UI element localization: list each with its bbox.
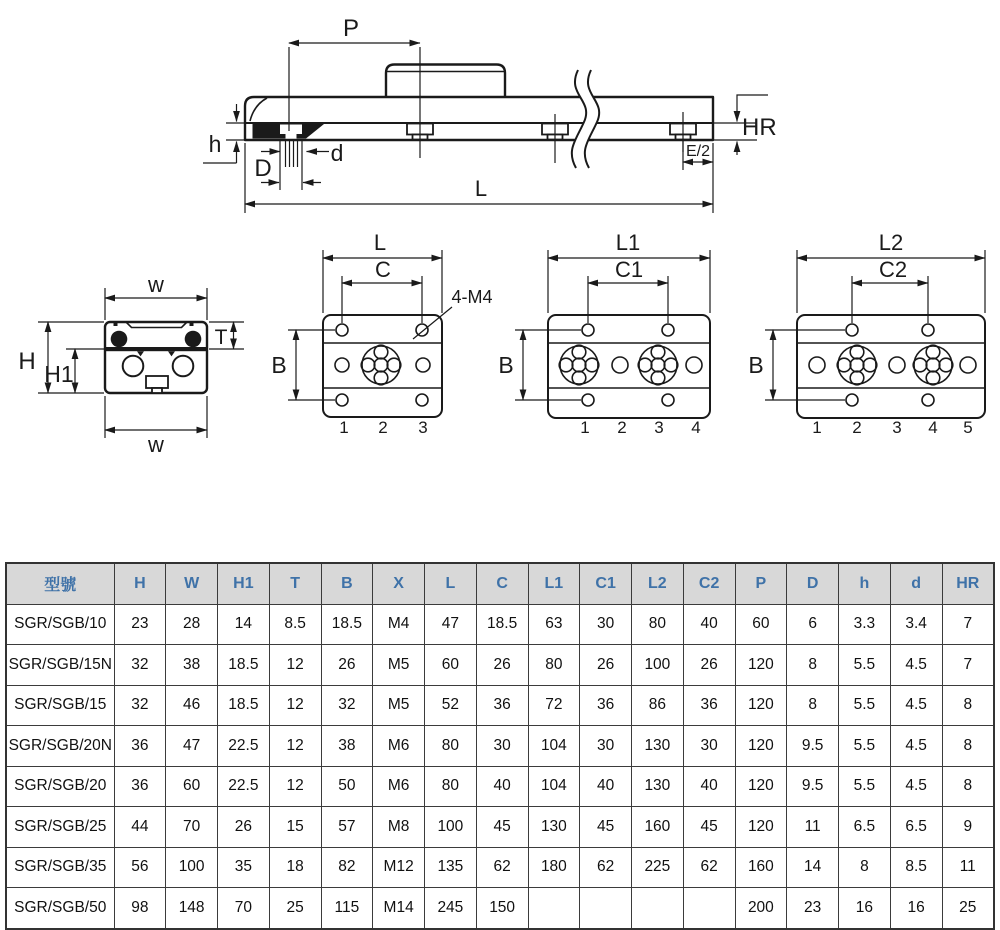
- value-cell: 9.5: [787, 766, 839, 807]
- position-number: 2: [617, 418, 627, 437]
- value-cell: 30: [580, 604, 632, 645]
- value-cell: 40: [683, 604, 735, 645]
- header-C1: C1: [580, 563, 632, 604]
- value-cell: M6: [373, 766, 425, 807]
- roller: [173, 356, 194, 377]
- value-cell: 180: [528, 847, 580, 888]
- value-cell: 5.5: [839, 645, 891, 686]
- dim-label-D: D: [254, 155, 272, 182]
- model-cell: SGR/SGB/20: [6, 766, 114, 807]
- value-cell: 26: [580, 645, 632, 686]
- value-cell: 32: [321, 685, 373, 726]
- value-cell: 120: [735, 807, 787, 848]
- value-cell: 7: [942, 604, 994, 645]
- value-cell: 56: [114, 847, 166, 888]
- value-cell: 5.5: [839, 726, 891, 767]
- side-hole: [335, 358, 349, 372]
- value-cell: 160: [632, 807, 684, 848]
- header-T: T: [269, 563, 321, 604]
- value-cell: 82: [321, 847, 373, 888]
- table-row: [6, 726, 994, 767]
- table-row: [6, 766, 994, 807]
- value-cell: 18.5: [218, 685, 270, 726]
- value-cell: 4.5: [890, 685, 942, 726]
- header-d: d: [890, 563, 942, 604]
- dim-label-E2: E/2: [685, 143, 711, 160]
- value-cell: 16: [839, 888, 891, 929]
- value-cell: 98: [114, 888, 166, 929]
- value-cell: 8.5: [890, 847, 942, 888]
- dim-label-HR: HR: [742, 114, 777, 141]
- table-row: [6, 685, 994, 726]
- value-cell: 225: [632, 847, 684, 888]
- value-cell: 200: [735, 888, 787, 929]
- position-number: 4: [928, 418, 938, 437]
- value-cell: 28: [166, 604, 218, 645]
- dimensions-table: [5, 562, 995, 930]
- value-cell: 130: [632, 726, 684, 767]
- value-cell: 23: [787, 888, 839, 929]
- position-number: 3: [654, 418, 664, 437]
- value-cell: 32: [114, 685, 166, 726]
- value-cell: 104: [528, 726, 580, 767]
- dim-label-C2: C2: [878, 257, 908, 282]
- header-L2: L2: [632, 563, 684, 604]
- value-cell: 8: [787, 645, 839, 686]
- header-X: X: [373, 563, 425, 604]
- value-cell: M5: [373, 685, 425, 726]
- position-number: 1: [339, 418, 349, 437]
- position-number: 3: [418, 418, 428, 437]
- dim-label-B: B: [498, 352, 514, 378]
- value-cell: 18.5: [321, 604, 373, 645]
- value-cell: 26: [683, 645, 735, 686]
- value-cell: 18.5: [218, 645, 270, 686]
- value-cell: 70: [218, 888, 270, 929]
- value-cell: 38: [321, 726, 373, 767]
- value-cell: 130: [632, 766, 684, 807]
- position-number: 2: [378, 418, 388, 437]
- top-view-4-holes: [498, 230, 710, 437]
- value-cell: 40: [580, 766, 632, 807]
- value-cell: M14: [373, 888, 425, 929]
- value-cell: 120: [735, 766, 787, 807]
- value-cell: 3.3: [839, 604, 891, 645]
- side-hole: [960, 357, 976, 373]
- value-cell: 57: [321, 807, 373, 848]
- bottom-tab: [152, 388, 162, 393]
- dim-label-B: B: [271, 352, 287, 378]
- rail-outline: [245, 97, 713, 140]
- value-cell: 6.5: [839, 807, 891, 848]
- ball: [185, 331, 202, 348]
- dim-label-L2: L2: [878, 230, 904, 255]
- value-cell: 18.5: [476, 604, 528, 645]
- model-cell: SGR/SGB/20N: [6, 726, 114, 767]
- value-cell: 160: [735, 847, 787, 888]
- value-cell: 45: [476, 807, 528, 848]
- value-cell: 8: [942, 726, 994, 767]
- value-cell: 5.5: [839, 685, 891, 726]
- mount-hole: [582, 394, 594, 406]
- table-header-row: [6, 563, 994, 604]
- value-cell: 6: [787, 604, 839, 645]
- value-cell: 47: [166, 726, 218, 767]
- value-cell: 12: [269, 685, 321, 726]
- value-cell: 30: [580, 726, 632, 767]
- value-cell: 4.5: [890, 766, 942, 807]
- side-view-drawing: [203, 15, 777, 213]
- value-cell: 52: [425, 685, 477, 726]
- value-cell: 70: [166, 807, 218, 848]
- ball-cluster: [559, 345, 599, 385]
- value-cell: 30: [476, 726, 528, 767]
- value-cell: 35: [218, 847, 270, 888]
- ball-cluster: [913, 345, 953, 385]
- model-cell: SGR/SGB/25: [6, 807, 114, 848]
- header-P: P: [735, 563, 787, 604]
- counterbore-hole: [280, 125, 302, 135]
- value-cell: 45: [683, 807, 735, 848]
- mount-hole: [582, 324, 594, 336]
- mount-hole: [922, 394, 934, 406]
- header-h: h: [839, 563, 891, 604]
- value-cell: 62: [580, 847, 632, 888]
- value-cell: 36: [114, 766, 166, 807]
- value-cell: 8.5: [269, 604, 321, 645]
- model-cell: SGR/SGB/10: [6, 604, 114, 645]
- value-cell: 9.5: [787, 726, 839, 767]
- top-view-5-holes: [748, 230, 985, 437]
- value-cell: 80: [425, 766, 477, 807]
- value-cell: 12: [269, 766, 321, 807]
- header-L: L: [425, 563, 477, 604]
- mount-hole: [336, 394, 348, 406]
- cross-section-view: [18, 272, 244, 457]
- dim-label-w-top: w: [148, 272, 164, 297]
- value-cell: 47: [425, 604, 477, 645]
- ball-cluster: [361, 345, 401, 385]
- value-cell: 100: [632, 645, 684, 686]
- value-cell: 7: [942, 645, 994, 686]
- dim-label-C: C: [375, 257, 391, 282]
- value-cell: [580, 888, 632, 929]
- mount-hole: [662, 394, 674, 406]
- side-hole: [686, 357, 702, 373]
- ball-cluster: [638, 345, 678, 385]
- ball: [111, 331, 128, 348]
- header-H1: H1: [218, 563, 270, 604]
- header-model: 型號: [6, 563, 114, 604]
- value-cell: 6.5: [890, 807, 942, 848]
- value-cell: 3.4: [890, 604, 942, 645]
- value-cell: 50: [321, 766, 373, 807]
- value-cell: [632, 888, 684, 929]
- value-cell: 8: [942, 685, 994, 726]
- value-cell: 86: [632, 685, 684, 726]
- value-cell: 25: [269, 888, 321, 929]
- dim-label-L: L: [474, 176, 488, 201]
- side-hole: [416, 358, 430, 372]
- value-cell: 115: [321, 888, 373, 929]
- value-cell: 80: [425, 726, 477, 767]
- value-cell: 8: [839, 847, 891, 888]
- model-cell: SGR/SGB/35: [6, 847, 114, 888]
- value-cell: 15: [269, 807, 321, 848]
- value-cell: 4.5: [890, 645, 942, 686]
- value-cell: 26: [476, 645, 528, 686]
- header-L1: L1: [528, 563, 580, 604]
- value-cell: 150: [476, 888, 528, 929]
- value-cell: 26: [218, 807, 270, 848]
- value-cell: 5.5: [839, 766, 891, 807]
- value-cell: 245: [425, 888, 477, 929]
- side-hole: [889, 357, 905, 373]
- value-cell: 36: [476, 685, 528, 726]
- dim-label-d: d: [330, 140, 344, 166]
- dim-label-B: B: [748, 352, 764, 378]
- position-number: 3: [892, 418, 902, 437]
- value-cell: 45: [580, 807, 632, 848]
- rail-corner-curve: [250, 98, 267, 121]
- table-row: [6, 888, 994, 929]
- table-body: [6, 604, 994, 929]
- ball-cluster: [837, 345, 877, 385]
- value-cell: 80: [632, 604, 684, 645]
- value-cell: [683, 888, 735, 929]
- value-cell: 120: [735, 685, 787, 726]
- value-cell: 12: [269, 645, 321, 686]
- value-cell: 32: [114, 645, 166, 686]
- value-cell: 14: [218, 604, 270, 645]
- table-row: [6, 847, 994, 888]
- mount-hole: [846, 324, 858, 336]
- value-cell: 60: [735, 604, 787, 645]
- value-cell: M5: [373, 645, 425, 686]
- value-cell: 18: [269, 847, 321, 888]
- value-cell: 23: [114, 604, 166, 645]
- value-cell: M8: [373, 807, 425, 848]
- value-cell: 120: [735, 645, 787, 686]
- bottom-tab: [146, 376, 168, 388]
- mount-hole: [662, 324, 674, 336]
- position-number: 1: [580, 418, 590, 437]
- dim-label-H: H: [18, 348, 36, 375]
- divider-band: [106, 347, 206, 351]
- thread-note: 4-M4: [451, 287, 493, 307]
- dim-label-T: T: [214, 326, 228, 349]
- header-W: W: [166, 563, 218, 604]
- dim-label-L1: L1: [615, 230, 641, 255]
- value-cell: M4: [373, 604, 425, 645]
- value-cell: 11: [787, 807, 839, 848]
- value-cell: 36: [580, 685, 632, 726]
- value-cell: 46: [166, 685, 218, 726]
- header-HR: HR: [942, 563, 994, 604]
- header-B: B: [321, 563, 373, 604]
- value-cell: 36: [114, 726, 166, 767]
- model-cell: SGR/SGB/50: [6, 888, 114, 929]
- value-cell: 8: [787, 685, 839, 726]
- value-cell: 130: [528, 807, 580, 848]
- value-cell: 36: [683, 685, 735, 726]
- header-D: D: [787, 563, 839, 604]
- value-cell: 100: [166, 847, 218, 888]
- value-cell: 40: [683, 766, 735, 807]
- value-cell: 60: [166, 766, 218, 807]
- value-cell: 62: [476, 847, 528, 888]
- value-cell: 40: [476, 766, 528, 807]
- carriage-block: [386, 65, 505, 98]
- mount-hole: [846, 394, 858, 406]
- table-row: [6, 807, 994, 848]
- value-cell: 9: [942, 807, 994, 848]
- value-cell: 8: [942, 766, 994, 807]
- value-cell: 25: [942, 888, 994, 929]
- value-cell: 14: [787, 847, 839, 888]
- position-number: 5: [963, 418, 973, 437]
- value-cell: 16: [890, 888, 942, 929]
- value-cell: 62: [683, 847, 735, 888]
- mount-hole: [416, 394, 428, 406]
- dim-label-w-bottom: w: [148, 432, 164, 457]
- value-cell: 22.5: [218, 726, 270, 767]
- value-cell: 30: [683, 726, 735, 767]
- value-cell: 104: [528, 766, 580, 807]
- value-cell: 11: [942, 847, 994, 888]
- value-cell: 72: [528, 685, 580, 726]
- side-hole: [809, 357, 825, 373]
- value-cell: 26: [321, 645, 373, 686]
- mount-hole: [416, 324, 428, 336]
- position-number: 1: [812, 418, 822, 437]
- value-cell: 4.5: [890, 726, 942, 767]
- dim-label-C1: C1: [614, 257, 644, 282]
- value-cell: 44: [114, 807, 166, 848]
- dim-label-H1: H1: [44, 361, 74, 387]
- value-cell: 22.5: [218, 766, 270, 807]
- model-cell: SGR/SGB/15N: [6, 645, 114, 686]
- mount-hole: [336, 324, 348, 336]
- position-number: 2: [852, 418, 862, 437]
- dim-label-L: L: [373, 230, 387, 255]
- value-cell: 12: [269, 726, 321, 767]
- model-cell: SGR/SGB/15: [6, 685, 114, 726]
- table-row: [6, 604, 994, 645]
- value-cell: 38: [166, 645, 218, 686]
- value-cell: 135: [425, 847, 477, 888]
- roller: [123, 356, 144, 377]
- value-cell: M12: [373, 847, 425, 888]
- header-C2: C2: [683, 563, 735, 604]
- header-C: C: [476, 563, 528, 604]
- value-cell: 148: [166, 888, 218, 929]
- position-number: 4: [691, 418, 701, 437]
- top-view-3-holes: [271, 230, 492, 437]
- side-hole: [612, 357, 628, 373]
- value-cell: 100: [425, 807, 477, 848]
- value-cell: 63: [528, 604, 580, 645]
- dim-label-h: h: [208, 131, 222, 157]
- value-cell: 120: [735, 726, 787, 767]
- mount-hole: [922, 324, 934, 336]
- value-cell: M6: [373, 726, 425, 767]
- dim-label-P: P: [342, 15, 360, 42]
- value-cell: [528, 888, 580, 929]
- value-cell: 60: [425, 645, 477, 686]
- table-row: [6, 645, 994, 686]
- header-H: H: [114, 563, 166, 604]
- counterbore-slot: [286, 134, 297, 139]
- value-cell: 80: [528, 645, 580, 686]
